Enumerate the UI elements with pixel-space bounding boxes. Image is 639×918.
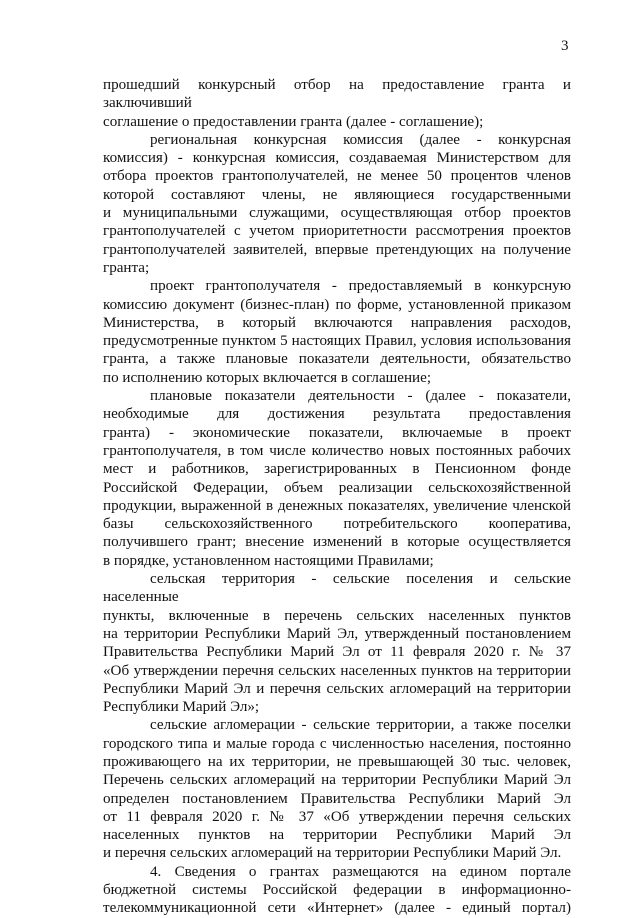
text-line: определен постановлением Правительства Республики Марий Эл [103,790,571,807]
paragraph-line [103,204,571,222]
text-line: телекоммуникационной сети «Интернет» (далее - единый портал) [103,900,571,917]
text-line: мест и работников, зарегистрированных в Пенсионном фонде [103,461,571,478]
text-line: проект грантополучателя - предоставляемый в конкурсную [150,278,571,295]
text-line: Министерства, в который включаются направления расходов, [103,314,571,331]
paragraph-line [103,662,571,680]
paragraph-line [103,479,571,497]
text-line: грантополучателей с учетом приоритетности рассмотрения проектов [103,223,571,240]
text-line: комиссия) - конкурсная комиссия, создаваемая Министерством для [103,150,571,167]
document-body [103,76,571,918]
paragraph-line [103,808,571,826]
text-line: и перечня сельских агломераций на территории Республики Марий Эл. [103,845,562,862]
paragraph-line [103,460,571,478]
paragraph-line [103,259,571,277]
text-line: продукции, выраженной в денежных показателях, увеличение членской [103,497,571,514]
text-line: гранта, а также плановые показатели деятельности, обязательство [103,351,571,368]
paragraph-line [103,826,571,844]
paragraph-line [103,753,571,771]
paragraph-line [103,643,571,661]
text-line: региональная конкурсная комиссия (далее - конкурсная [150,131,571,148]
text-line: и муниципальными служащими, осуществляющая отбор проектов [103,205,571,222]
paragraph-line [103,790,571,808]
paragraph-line [103,625,571,643]
paragraph-line [103,844,571,862]
paragraph-line [103,296,571,314]
text-line: проживающего на их территории, не превышающей 30 тыс. человек, [103,753,571,770]
paragraph-line [103,497,571,515]
paragraph-line [103,533,571,551]
text-line: прошедший конкурсный отбор на предоставление гранта и заключивший [103,77,571,112]
paragraph-line [103,442,571,460]
paragraph-rural-agglomerations [103,716,571,734]
paragraph-line [103,881,571,899]
paragraph-planned-indicators [103,387,571,405]
paragraph-line [103,735,571,753]
page-number: 3 [561,38,569,54]
paragraph-line [103,350,571,368]
text-line: плановые показатели деятельности - (далее - показатели, [150,388,571,405]
text-line: получившего грант; внесение изменений в которые осуществляется [103,534,571,551]
text-line: Республики Марий Эл»; [103,699,260,716]
text-line: гранта) - экономические показатели, включаемые в проект [103,424,571,441]
paragraph-line [103,314,571,332]
text-line: комиссию документ (бизнес-план) по форме, установленной приказом [103,296,571,313]
paragraph-line [103,698,571,716]
text-line: сельская территория - сельские поселения и сельские населенные [103,571,571,606]
paragraph-regional-commission [103,131,571,149]
paragraph-line [103,369,571,387]
paragraph-line [103,515,571,533]
paragraph-line [103,241,571,259]
paragraph-continuation [103,76,571,113]
text-line: «Об утверждении перечня сельских населенных пунктов на территории [103,662,571,679]
paragraph-line [103,405,571,423]
paragraph-rural-territory [103,570,571,607]
paragraph-grantee-project [103,277,571,295]
text-line: населенных пунктов на территории Республики Марий Эл [103,827,571,844]
text-line: на территории Республики Марий Эл, утвержденный постановлением [103,625,571,642]
text-line: грантополучателей заявителей, впервые претендующих на получение [103,241,571,258]
paragraph-continuation-end [103,113,571,131]
text-line: грантополучателя, в том числе количество новых постоянных рабочих [103,442,571,459]
text-line: от 11 февраля 2020 г. № 37 «Об утверждении перечня сельских [103,808,571,825]
text-line: соглашение о предоставлении гранта (далее - соглашение); [103,113,484,130]
text-line: 4. Сведения о грантах размещаются на едином портале [150,863,571,880]
text-line: пункты, включенные в перечень сельских населенных пунктов [103,607,571,624]
text-line: Перечень сельских агломераций на территории Республики Марий Эл [103,772,571,789]
paragraph-line [103,607,571,625]
text-line: которой составляют члены, не являющиеся государственными [103,186,571,203]
text-line: городского типа и малые города с численностью населения, постоянно [103,735,571,752]
paragraph-line [103,167,571,185]
paragraph-line [103,424,571,442]
paragraph-line [103,680,571,698]
paragraph-line [103,332,571,350]
paragraph-line [103,149,571,167]
paragraph-line [103,771,571,789]
text-line: гранта; [103,259,150,276]
text-line: Российской Федерации, объем реализации сельскохозяйственной [103,479,571,496]
text-line: необходимые для достижения результата предоставления [103,406,571,423]
paragraph-line [103,222,571,240]
paragraph-line [103,186,571,204]
text-line: отбора проектов грантополучателей, не менее 50 процентов членов [103,168,571,185]
paragraph-grant-info-portal [103,863,571,881]
paragraph-line [103,552,571,570]
text-line: предусмотренные пунктом 5 настоящих Правил, условия использования [103,333,571,350]
text-line: бюджетной системы Российской федерации в информационно- [103,882,571,899]
text-line: базы сельскохозяйственного потребительского кооператива, [103,516,571,533]
paragraph-line [103,899,571,917]
text-line: Правительства Республики Марий Эл от 11 февраля 2020 г. № 37 [103,644,571,661]
text-line: по исполнению которых включается в соглашение; [103,369,432,386]
text-line: сельские агломерации - сельские территории, а также поселки [150,717,571,734]
text-line: в порядке, установленном настоящими Правилами; [103,552,434,569]
text-line: Республики Марий Эл и перечня сельских агломераций на территории [103,680,571,697]
